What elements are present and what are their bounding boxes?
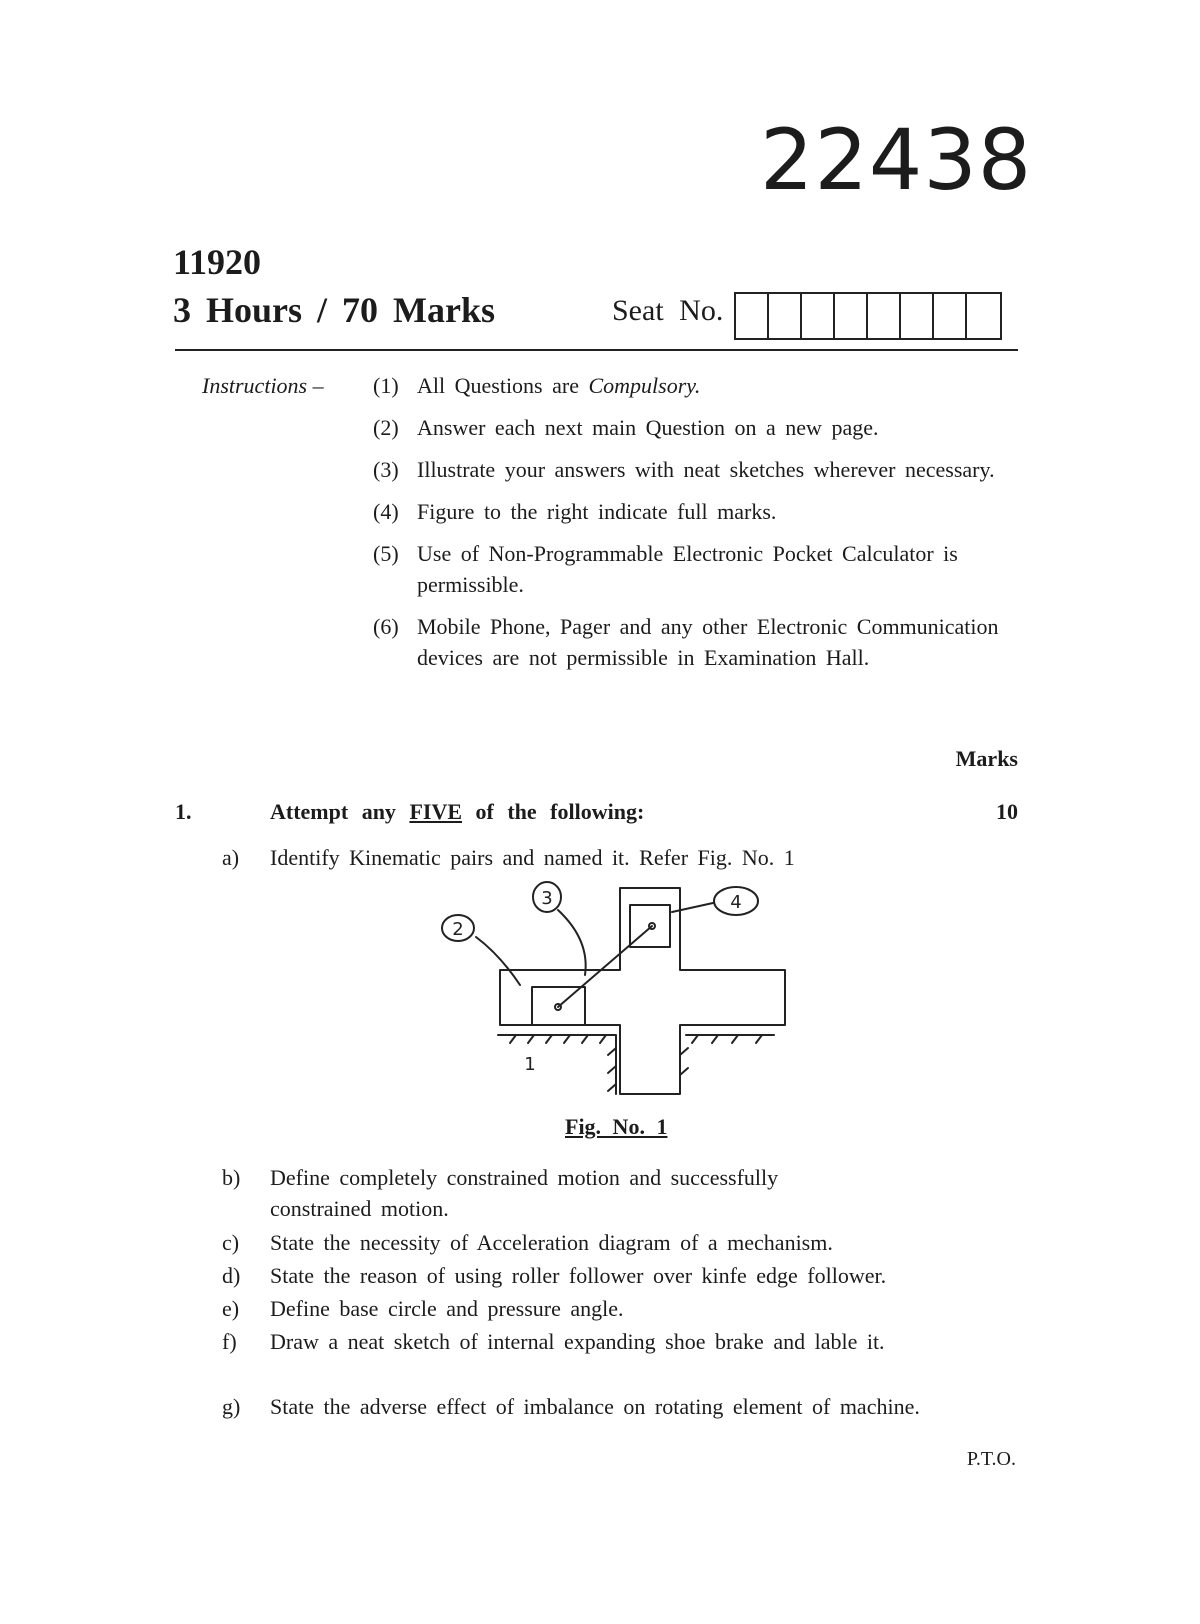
ground-hatch [680,1048,688,1075]
part-label: e) [222,1296,240,1321]
instruction-emphasis: Compulsory. [588,373,701,398]
ground-hatch [608,1048,616,1091]
part-label: c) [222,1230,240,1255]
figure-caption: Fig. No. 1 [565,1114,668,1139]
ground-hatch [510,1035,606,1043]
instruction-number: (3) [373,457,399,482]
instruction-item [373,496,1013,527]
instruction-item [373,454,1013,485]
part-text: Define base circle and pressure angle. [270,1296,624,1321]
marks-heading: Marks [955,746,1018,771]
figure-kinematic-pairs [440,880,800,1105]
instruction-text: Mobile Phone, Pager and any other Electronic Communication devices are not permissible in Examination Hall. [417,614,999,670]
header-rule [175,349,1018,351]
part-text: Draw a neat sketch of internal expanding shoe brake and lable it. [270,1329,885,1354]
part-text: Identify Kinematic pairs and named it. Refer Fig. No. 1 [270,845,795,870]
seat-label: Seat No. [612,294,724,327]
duration-marks: 3 Hours / 70 Marks [173,290,496,330]
instruction-number: (2) [373,415,399,440]
question-title-emphasis: FIVE [409,799,462,824]
seat-box[interactable] [868,294,901,338]
fig-label-1: 1 [524,1054,536,1075]
fig-label-4: 4 [730,892,742,913]
leader-3 [558,910,586,975]
question-part [222,1162,882,1224]
question-part [222,1391,962,1422]
part-label: f) [222,1329,237,1354]
leader-4 [672,903,713,912]
question-part [222,1326,922,1357]
question-marks: 10 [996,799,1018,824]
seat-box[interactable] [736,294,769,338]
instructions-list [373,370,1013,684]
instruction-item [373,412,1013,443]
instruction-text: Illustrate your answers with neat sketches wherever necessary. [417,457,995,482]
question-part [222,1260,886,1291]
part-label: a) [222,845,240,870]
part-text: State the reason of using roller follower over kinfe edge follower. [270,1263,887,1288]
leader-2 [476,937,520,985]
seat-box[interactable] [901,294,934,338]
instruction-text: Use of Non-Programmable Electronic Pocket Calculator is permissible. [417,541,958,597]
fixed-frame-left [498,1035,616,1094]
question-title: Attempt any FIVE of the following: [270,799,645,824]
question-part [222,1293,624,1324]
instruction-text: All Questions are Compulsory. [417,373,701,398]
page-turn-over: P.T.O. [966,1448,1016,1470]
instruction-text: Figure to the right indicate full marks. [417,499,777,524]
fig-label-3: 3 [541,888,553,909]
instruction-item [373,538,1013,600]
instruction-number: (5) [373,541,399,566]
part-text: State the adverse effect of imbalance on rotating element of machine. [270,1394,920,1419]
cross-link-outline [500,888,785,1094]
question-number: 1. [175,799,192,824]
seat-number-boxes[interactable] [734,292,1002,340]
ground-hatch [692,1035,762,1043]
part-label: d) [222,1263,241,1288]
paper-code: 22438 [760,111,1033,209]
part-text: State the necessity of Acceleration diagram of a mechanism. [270,1230,833,1255]
instruction-item [373,611,1013,673]
instruction-text: Answer each next main Question on a new page. [417,415,879,440]
instruction-number: (4) [373,499,399,524]
seat-box[interactable] [967,294,1000,338]
instructions-label: Instructions – [202,373,324,398]
connecting-link [558,926,652,1007]
seat-box[interactable] [835,294,868,338]
instruction-number: (1) [373,373,399,398]
instruction-number: (6) [373,614,399,639]
question-part [222,1227,833,1258]
seat-box[interactable] [769,294,802,338]
question-part [222,842,795,873]
seat-box[interactable] [802,294,835,338]
instruction-item [373,370,1013,401]
fig-label-2: 2 [452,919,464,940]
part-label: b) [222,1165,241,1190]
seat-box[interactable] [934,294,967,338]
part-text: Define completely constrained motion and successfully constrained motion. [270,1165,779,1221]
exam-code: 11920 [173,242,262,282]
part-label: g) [222,1394,241,1419]
